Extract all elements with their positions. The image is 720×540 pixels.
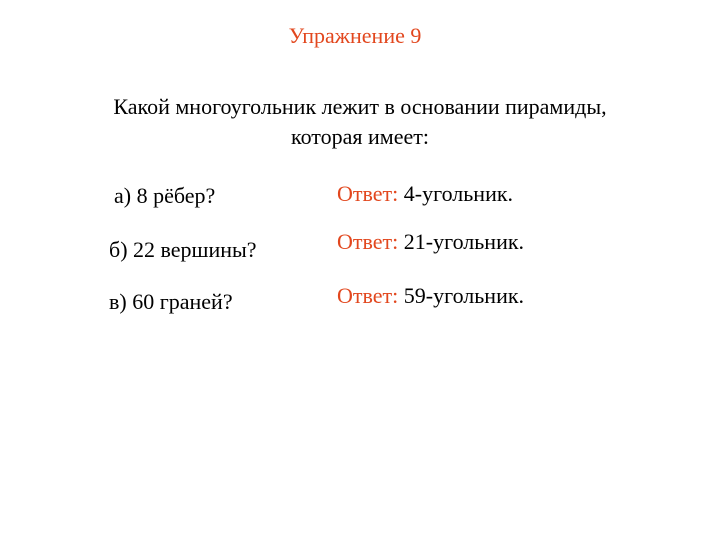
question-line-1: Какой многоугольник лежит в основании пирамиды, bbox=[113, 94, 607, 119]
answer-c-value: 59-угольник. bbox=[403, 283, 525, 308]
answer-b bbox=[337, 228, 524, 256]
answer-b-label: Ответ: bbox=[337, 229, 399, 254]
answer-a-value: 4-угольник. bbox=[403, 181, 514, 206]
question-line-2: которая имеет: bbox=[291, 124, 429, 149]
answer-a bbox=[337, 180, 513, 208]
answer-c bbox=[337, 282, 524, 310]
prompt-a: а) 8 рёбер? bbox=[114, 183, 216, 208]
prompt-c: в) 60 граней? bbox=[109, 289, 233, 314]
slide-title: Упражнение 9 bbox=[288, 23, 422, 48]
answer-b-value: 21-угольник. bbox=[403, 229, 525, 254]
answer-a-label: Ответ: bbox=[337, 181, 399, 206]
answer-c-label: Ответ: bbox=[337, 283, 399, 308]
prompt-b: б) 22 вершины? bbox=[109, 237, 257, 262]
question-text bbox=[0, 92, 720, 152]
